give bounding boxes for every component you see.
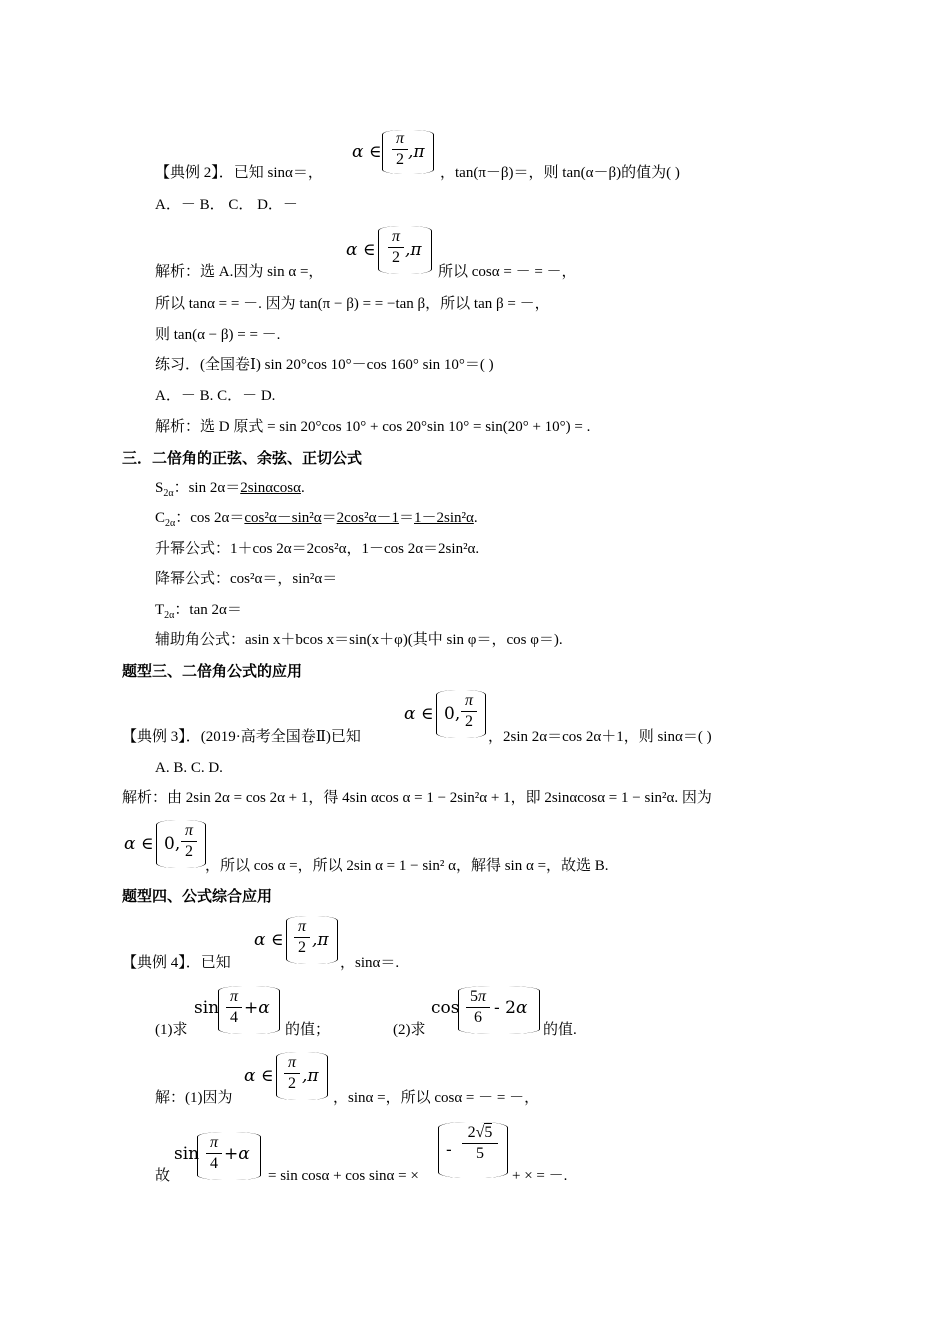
practice-question: 练习．(全国卷Ⅰ) sin 20°cos 10°－cos 160° sin 10°＝( ): [155, 357, 494, 373]
example4-solution-2-end: + × = －.: [512, 1168, 568, 1184]
example4-solution-1b: ，sinα =，所以 cosα = － = －，: [333, 1090, 540, 1106]
c2a-formula: $C_{2\alpha}$：cos 2α＝cos²α－sin²α＝2cos²α－1＝1－2sin²α.: [155, 510, 478, 529]
lower-power-formula: 降幂公式：cos²α＝，sin²α＝: [155, 571, 338, 587]
question-1-suffix: 的值；: [285, 1022, 331, 1038]
example2-solution-2: 所以 tanα = = －. 因为 tan(π − β) = = −tan β，所以 tan β = －，: [155, 296, 550, 312]
example4-solution-1: 解：(1)因为: [155, 1090, 233, 1106]
practice-options: A．－ B. C．－ D.: [155, 388, 276, 404]
example2-line-cont: ，tan(π－β)＝，则 tan(α－β)的值为( ): [440, 165, 680, 181]
example3-line: 【典例 3】．(2019·高考全国卷Ⅱ)已知: [122, 729, 361, 745]
s2a-formula: $S_{2\alpha}$：sin 2α＝2sinαcosα.: [155, 480, 305, 499]
question-2-suffix: 的值.: [543, 1022, 577, 1038]
example3-options: A. B. C. D.: [155, 760, 223, 776]
example3-solution-1: 解析：由 2sin 2α = cos 2α + 1，得 4sin αcos α = 1 − 2sin²α + 1，即 2sinαcosα = 1 − sin²α. 因为: [122, 790, 712, 806]
rise-power-formula: 升幂公式：1＋cos 2α＝2cos²α，1－cos 2α＝2sin²α.: [155, 541, 480, 557]
example2-line: 【典例 2】．已知 sinα＝，: [155, 165, 323, 181]
example2-options: A．－ B． C． D．－: [155, 197, 298, 213]
question-2-label: (2)求: [393, 1022, 426, 1038]
example4-solution-2-mid: = sin cosα + cos sinα = ×: [268, 1168, 419, 1184]
example4-line-cont: ，sinα＝.: [340, 955, 400, 971]
type3-title: 题型三、二倍角公式的应用: [122, 662, 303, 680]
example4-line: 【典例 4】．已知: [122, 955, 231, 971]
example3-line-cont: ，2sin 2α＝cos 2α＋1，则 sinα＝( ): [488, 729, 712, 745]
practice-solution: 解析：选 D 原式 = sin 20°cos 10° + cos 20°sin 10° = sin(20° + 10°) = .: [155, 419, 591, 435]
example4-solution-2-label: 故: [155, 1168, 171, 1184]
example2-solution-1b: 所以 cosα = － = －，: [438, 264, 577, 280]
auxiliary-angle-formula: 辅助角公式：asin x＋bcos x＝sin(x＋φ)(其中 sin φ＝，cos φ＝).: [155, 632, 563, 648]
type4-title: 题型四、公式综合应用: [122, 887, 273, 905]
example2-solution-1: 解析：选 A.因为 sin α =，: [155, 264, 324, 280]
section-3-title: 三．二倍角的正弦、余弦、正切公式: [122, 449, 363, 467]
question-1-label: (1)求: [155, 1022, 188, 1038]
t2a-formula: $T_{2\alpha}$：tan 2α＝: [155, 602, 242, 621]
example2-solution-3: 则 tan(α − β) = = －.: [155, 327, 281, 343]
example3-solution-2: ，所以 cos α =，所以 2sin α = 1 − sin² α，解得 sin α =，故选 B.: [205, 858, 609, 874]
